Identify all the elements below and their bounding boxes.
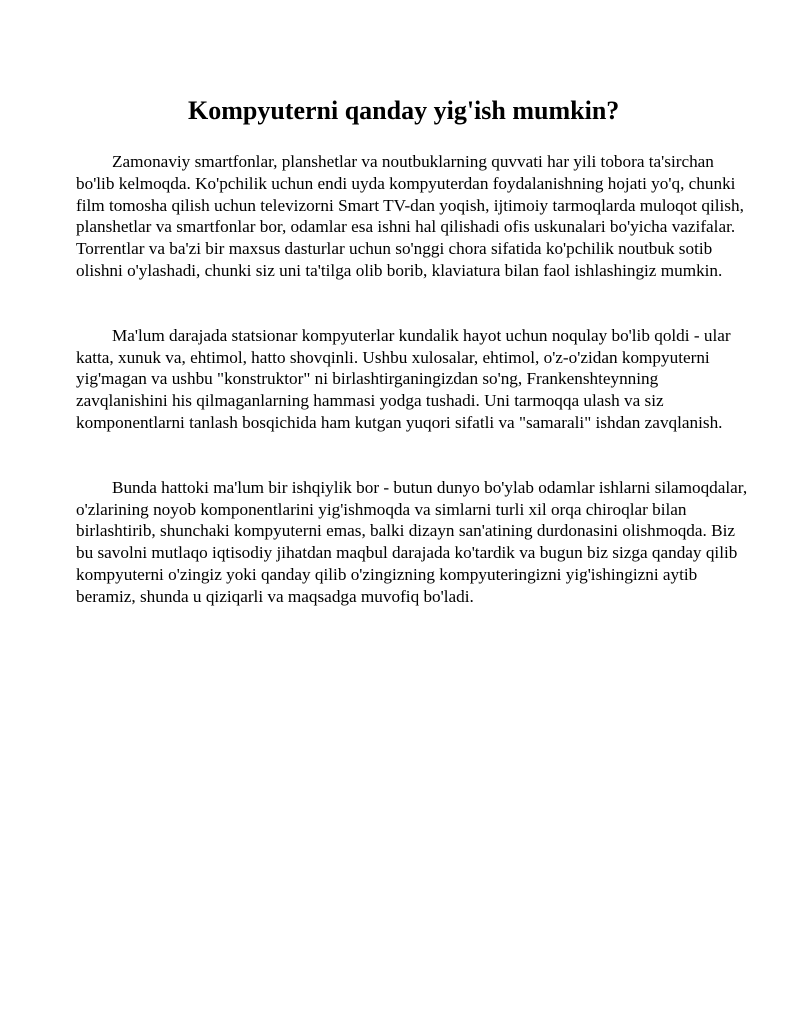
paragraph-3: Bunda hattoki ma'lum bir ishqiylik bor - butun dunyo bo'ylab odamlar ishlarni silamoqdalar, o'zlarining noyob komponentlarini yig'ishmoqda va simlarni turli xil orqa chiroqlar bilan birlashtirib, shunchaki kompyuterni emas, balki dizayn san'atining durdonasini olishmoqda. Biz bu savolni mutlaqo iqtisodiy jihatdan maqbul darajada ko'tardik va bugun biz sizga qanday qilib kompyuterni o'zingiz yoki qanday qilib o'zingizning kompyuteringizni yig'ishingizni aytib beramiz, shunda u qiziqarli va maqsadga muvofiq bo'ladi. (76, 477, 748, 606)
document-title: Kompyuterni qanday yig'ish mumkin? (188, 96, 620, 125)
paragraph-1: Zamonaviy smartfonlar, planshetlar va noutbuklarning quvvati har yili tobora ta'sirchan bo'lib kelmoqda. Ko'pchilik uchun endi uyda kompyuterdan foydalanishning hojati yo'q, chunki film tomosha qilish uchun televizorni Smart TV-dan yoqish, ijtimoiy tarmoqlarda muloqot qilish, planshetlar va smartfonlar bor, odamlar esa ishni hal qilishadi ofis uskunalari bo'yicha vazifalar. Torrentlar va ba'zi bir maxsus dasturlar uchun so'nggi chora sifatida ko'pchilik noutbuk sotib olishni o'ylashadi, chunki siz uni ta'tilga olib borib, klaviatura bilan faol ishlashingiz mumkin. (76, 152, 744, 280)
document-page (76, 93, 748, 651)
paragraph-2: Ma'lum darajada statsionar kompyuterlar kundalik hayot uchun noqulay bo'lib qoldi - ular katta, xunuk va, ehtimol, hatto shovqinli. Ushbu xulosalar, ehtimol, o'z-o'zidan kompyuterni yig'magan va ushbu "konstruktor" ni birlashtirganingizdan so'ng, Frankenshteynning zavqlanishini his qilmaganlarning hammasi yodga tushadi. Uni tarmoqqa ulash va siz komponentlarni tanlash bosqichida ham kutgan yuqori sifatli va "samarali" ishdan zavqlanish. (76, 325, 731, 432)
